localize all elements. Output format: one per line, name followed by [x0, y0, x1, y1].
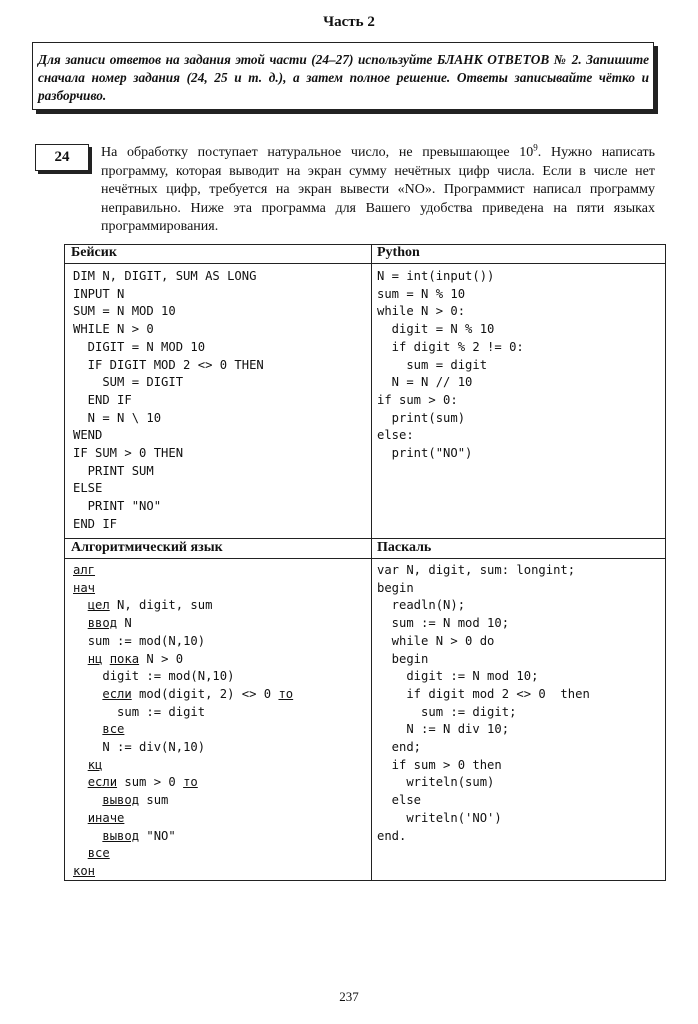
pascal-code-line: begin — [377, 651, 429, 666]
code-fragment: sum := mod(N,10) — [87, 633, 206, 648]
python-header: Python — [377, 245, 420, 260]
keyword-alg: алг — [73, 563, 96, 577]
pascal-code — [377, 562, 590, 845]
pascal-code-line: begin — [377, 580, 414, 595]
basic-code-line: N = N \ 10 — [73, 410, 162, 425]
code-fragment: N > 0 — [139, 651, 184, 666]
pascal-code-line: N := N div 10; — [377, 722, 510, 737]
basic-code-line: END IF — [73, 392, 132, 407]
alg-line — [73, 774, 293, 792]
algorithmic-code — [73, 562, 293, 881]
alg-line — [73, 580, 293, 598]
python-code-line: if digit % 2 != 0: — [377, 339, 524, 354]
pascal-code-line: if digit mod 2 <> 0 then — [377, 686, 590, 701]
algorithmic-header: Алгоритмический язык — [71, 540, 223, 555]
pascal-header: Паскаль — [377, 540, 432, 555]
keyword-vyvod: вывод — [102, 828, 140, 843]
keyword-to: то — [278, 686, 294, 701]
code-fragment: sum := digit — [117, 704, 206, 719]
keyword-esli: если — [87, 775, 118, 790]
python-code-line: N = N // 10 — [377, 375, 473, 390]
code-fragment: N := div(N,10) — [102, 740, 206, 755]
python-code-line: sum = N % 10 — [377, 286, 466, 301]
basic-code-line: IF SUM > 0 THEN — [73, 446, 184, 461]
alg-line — [73, 562, 293, 580]
python-code-line: digit = N % 10 — [377, 322, 495, 337]
pascal-code-line: writeln('NO') — [377, 810, 502, 825]
code-fragment: N, digit, sum — [109, 598, 213, 613]
alg-line — [73, 651, 293, 669]
basic-code-line: INPUT N — [73, 286, 125, 301]
keyword-nts: нц — [87, 651, 103, 666]
alg-line — [73, 828, 293, 846]
basic-code-line: END IF — [73, 516, 118, 531]
keyword-esli: если — [102, 686, 132, 701]
code-fragment: mod(digit, 2) <> 0 — [131, 686, 279, 701]
python-code-line: N = int(input()) — [377, 269, 495, 283]
code-fragment: "NO" — [139, 828, 176, 843]
code-fragment: sum > 0 — [117, 775, 184, 790]
keyword-kon: кон — [73, 863, 96, 878]
keyword-inache: иначе — [87, 810, 125, 825]
task-text — [101, 144, 655, 237]
code-fragment: sum — [139, 793, 169, 808]
task-text-end: . Нужно написать программу, которая выводит на экран сумму нечётных цифр числа. Если в числе нет нечётных цифр, требуется на экран вывести «NO». Программист написал программу неправильно. Ниже эта программа для Вашего удобства приведена на пяти языках программирования. — [101, 145, 655, 235]
pascal-code-line: digit := N mod 10; — [377, 669, 539, 684]
keyword-vse: все — [102, 722, 125, 737]
alg-line — [73, 863, 293, 881]
code-fragment: digit := mod(N,10) — [102, 669, 235, 684]
python-code-line: print("NO") — [377, 446, 473, 461]
alg-line — [73, 721, 293, 739]
python-code-line: sum = digit — [377, 357, 488, 372]
python-code-line: while N > 0: — [377, 304, 466, 319]
table-header-rule-2 — [64, 558, 666, 559]
pascal-code-line: else — [377, 793, 422, 808]
basic-code-line: IF DIGIT MOD 2 <> 0 THEN — [73, 357, 264, 372]
alg-line — [73, 615, 293, 633]
keyword-nach: нач — [73, 580, 96, 595]
table-header-rule-1 — [64, 263, 666, 264]
part-title: Часть 2 — [323, 14, 375, 30]
table-column-divider — [371, 244, 372, 881]
alg-line — [73, 704, 293, 722]
alg-line — [73, 686, 293, 704]
task-text-start: На обработку поступает натуральное число, не превышающее 10 — [101, 145, 534, 160]
basic-code-line: WHILE N > 0 — [73, 322, 154, 337]
python-code-line: else: — [377, 428, 414, 443]
keyword-vyvod: вывод — [102, 793, 140, 808]
keyword-to: то — [183, 775, 198, 790]
alg-line — [73, 633, 293, 651]
python-code-line: print(sum) — [377, 410, 466, 425]
keyword-kts: кц — [87, 757, 103, 772]
pascal-code-line: end; — [377, 740, 422, 755]
alg-line — [73, 757, 293, 775]
alg-line — [73, 597, 293, 615]
pascal-code-line: sum := digit; — [377, 704, 517, 719]
alg-line — [73, 792, 293, 810]
basic-code-line: DIM N, DIGIT, SUM AS LONG — [73, 269, 257, 283]
basic-header: Бейсик — [71, 245, 117, 260]
task-number: 24 — [35, 144, 89, 171]
keyword-tsel: цел — [87, 598, 110, 613]
basic-code-line: PRINT "NO" — [73, 499, 162, 514]
basic-code-line: SUM = DIGIT — [73, 375, 184, 390]
pascal-code-line: while N > 0 do — [377, 633, 495, 648]
table-border-top — [64, 244, 666, 245]
pascal-code-line: end. — [377, 828, 407, 843]
pascal-code-line: readln(N); — [377, 598, 466, 613]
pascal-code-line: writeln(sum) — [377, 775, 495, 790]
keyword-vse: все — [87, 846, 110, 861]
table-border-right — [665, 244, 666, 881]
task-exponent: 9 — [533, 142, 538, 153]
basic-code-line: ELSE — [73, 481, 103, 496]
page-number: 237 — [339, 989, 359, 1004]
program-table — [64, 244, 666, 881]
keyword-vvod: ввод — [87, 616, 118, 631]
basic-code-line: DIGIT = N MOD 10 — [73, 339, 206, 354]
python-code-line: if sum > 0: — [377, 392, 458, 407]
pascal-code-line: sum := N mod 10; — [377, 616, 510, 631]
basic-code-line: SUM = N MOD 10 — [73, 304, 176, 319]
instructions-box: Для записи ответов на задания этой части (24–27) используйте БЛАНК ОТВЕТОВ № 2. Запишите сначала номер задания (24, 25 и т. д.), а затем полное решение. Ответы записывайте чётко и разборчиво. — [32, 42, 654, 110]
table-border-left — [64, 244, 65, 881]
alg-line — [73, 668, 293, 686]
basic-code-line: WEND — [73, 428, 103, 443]
basic-code — [73, 268, 264, 534]
python-code — [377, 268, 524, 463]
keyword-poka: пока — [109, 651, 140, 666]
alg-line — [73, 845, 293, 863]
pascal-code-line: if sum > 0 then — [377, 757, 502, 772]
pascal-code-line: var N, digit, sum: longint; — [377, 563, 576, 577]
table-row-divider — [64, 538, 666, 539]
code-fragment: N — [117, 616, 132, 631]
alg-line — [73, 739, 293, 757]
basic-code-line: PRINT SUM — [73, 463, 154, 478]
alg-line — [73, 810, 293, 828]
